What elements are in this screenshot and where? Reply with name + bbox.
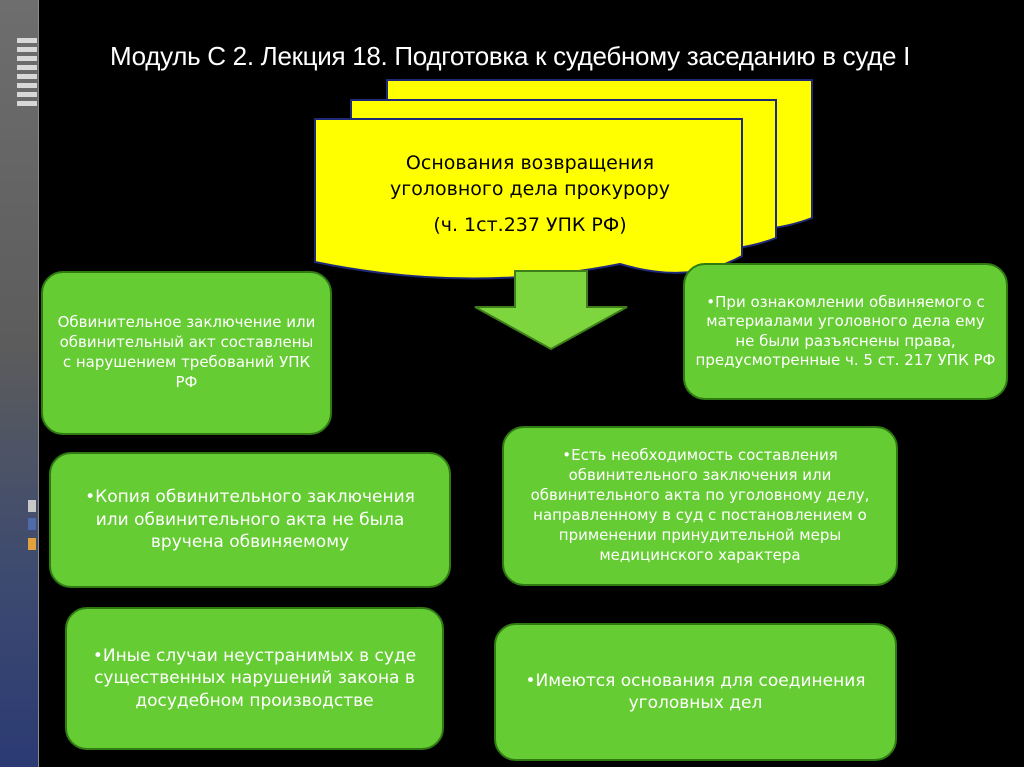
ground-box-joining-cases — [494, 623, 897, 761]
ground-box-text: •Есть необходимость составления обвинительного заключения или обвинительного акта по уголовному делу, направленному в суд с постановлением о применении принудительной меры медицинского характера — [530, 446, 870, 564]
slide-title: Модуль С 2. Лекция 18. Подготовка к судебному заседанию в суде I — [110, 41, 911, 71]
ground-box-medical-measure — [502, 426, 898, 586]
ground-box-text: •Иные случаи неустранимых в суде существенных нарушений закона в досудебном производстве — [92, 645, 417, 711]
ground-box-copy-not-delivered — [49, 452, 451, 588]
ground-box-indictment-violations — [41, 271, 332, 435]
ground-box-text: •При ознакомлении обвиняемого с материалами уголовного дела ему не были разъяснены права, предусмотренные ч. 5 ст. 217 УПК РФ — [695, 292, 996, 369]
ground-box-text: •Имеются основания для соединения уголовных дел — [525, 670, 866, 713]
ground-box-text: •Копия обвинительного заключения или обвинительного акта не была вручена обвиняемому — [85, 487, 415, 553]
center-heading-reference: (ч. 1ст.237 УПК РФ) — [433, 214, 627, 237]
center-heading — [330, 150, 730, 239]
center-heading-line1: Основания возвращения — [405, 152, 655, 174]
ground-box-text: Обвинительное заключение или обвинительный акт составлены с нарушением требований УПК РФ — [57, 313, 316, 391]
ground-box-rights-not-explained — [683, 263, 1008, 400]
ground-box-other-violations — [65, 607, 444, 750]
center-heading-line2: уголовного дела прокурору — [390, 178, 670, 201]
down-arrow — [475, 271, 627, 349]
